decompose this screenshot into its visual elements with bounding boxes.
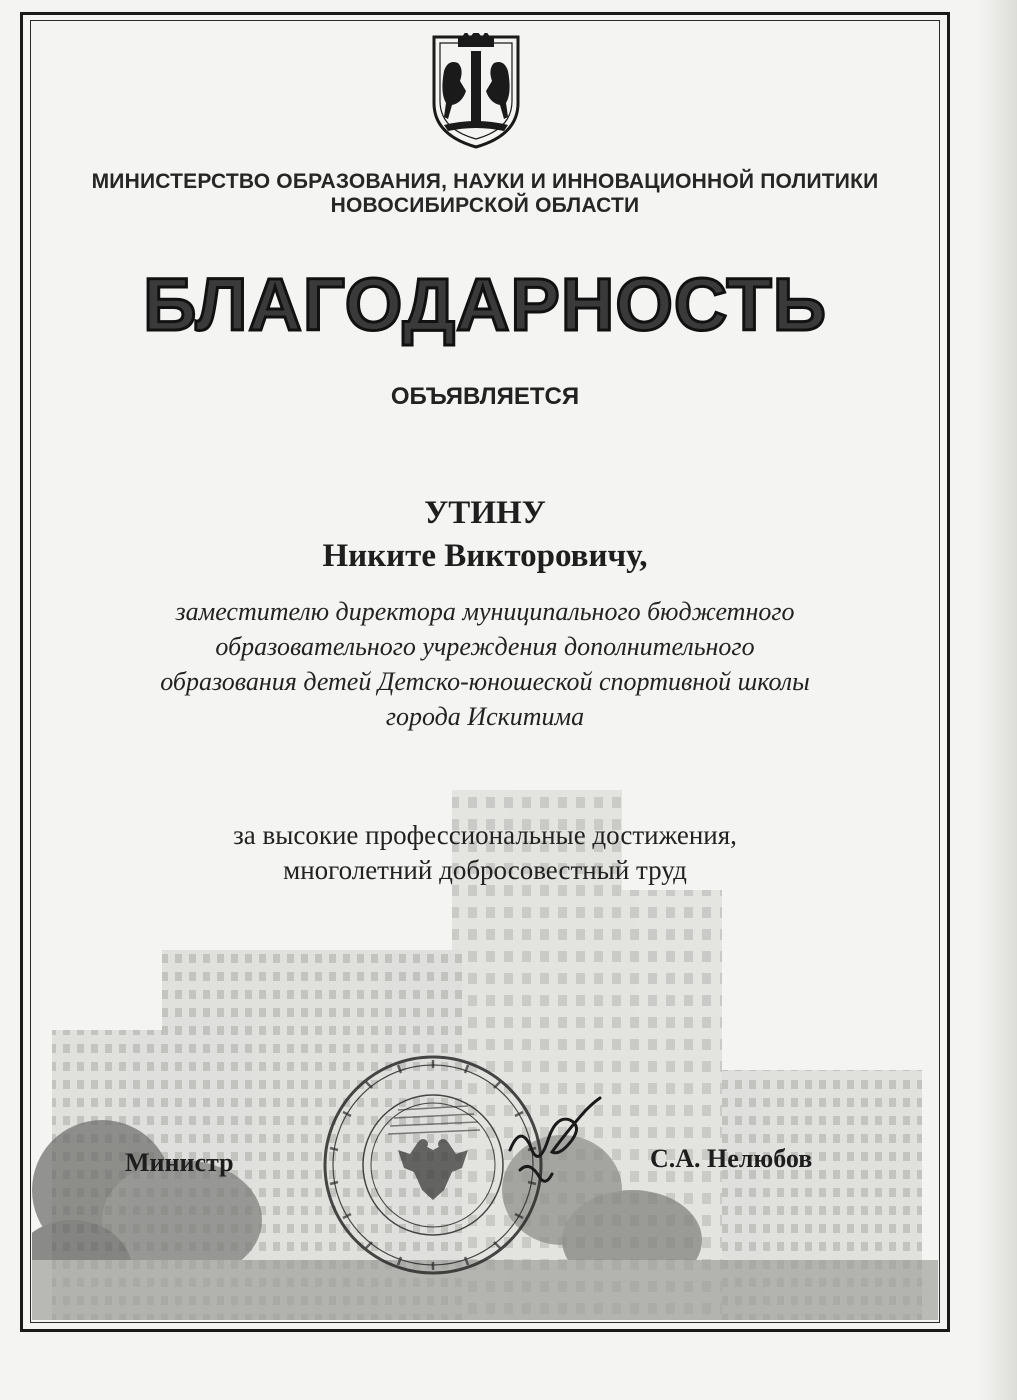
position-line-2: образовательного учреждения дополнительного [215,632,755,661]
ministry-name-line-2: НОВОСИБИРСКОЙ ОБЛАСТИ [330,194,640,217]
recipient-position [60,594,910,734]
ministry-name-line-1: МИНИСТЕРСТВО ОБРАЗОВАНИЯ, НАУКИ И ИННОВАЦИОННОЙ ПОЛИТИКИ [91,170,879,193]
signatory-name: С.А. Нелюбов [650,1144,813,1173]
novosibirsk-coat-of-arms-icon [430,33,522,151]
document-title: БЛАГОДАРНОСТЬ [143,263,827,346]
reason-line-1: за высокие профессиональные достижения, [233,820,737,850]
position-line-3: образования детей Детско-юношеской спортивной школы [160,667,810,696]
paper-edge-shadow [977,0,1017,1400]
handwritten-signature-icon [490,1090,610,1200]
position-line-4: города Искитима [385,702,585,731]
award-reason [60,818,910,888]
signatory-role: Министр [125,1148,234,1177]
announce-text: ОБЪЯВЛЯЕТСЯ [390,383,580,410]
position-line-1: заместителю директора муниципального бюджетного [175,597,795,626]
recipient-names: Никите Викторовичу, [322,538,648,574]
reason-line-2: многолетний добросовестный труд [283,855,687,885]
recipient-surname: УТИНУ [424,495,546,531]
